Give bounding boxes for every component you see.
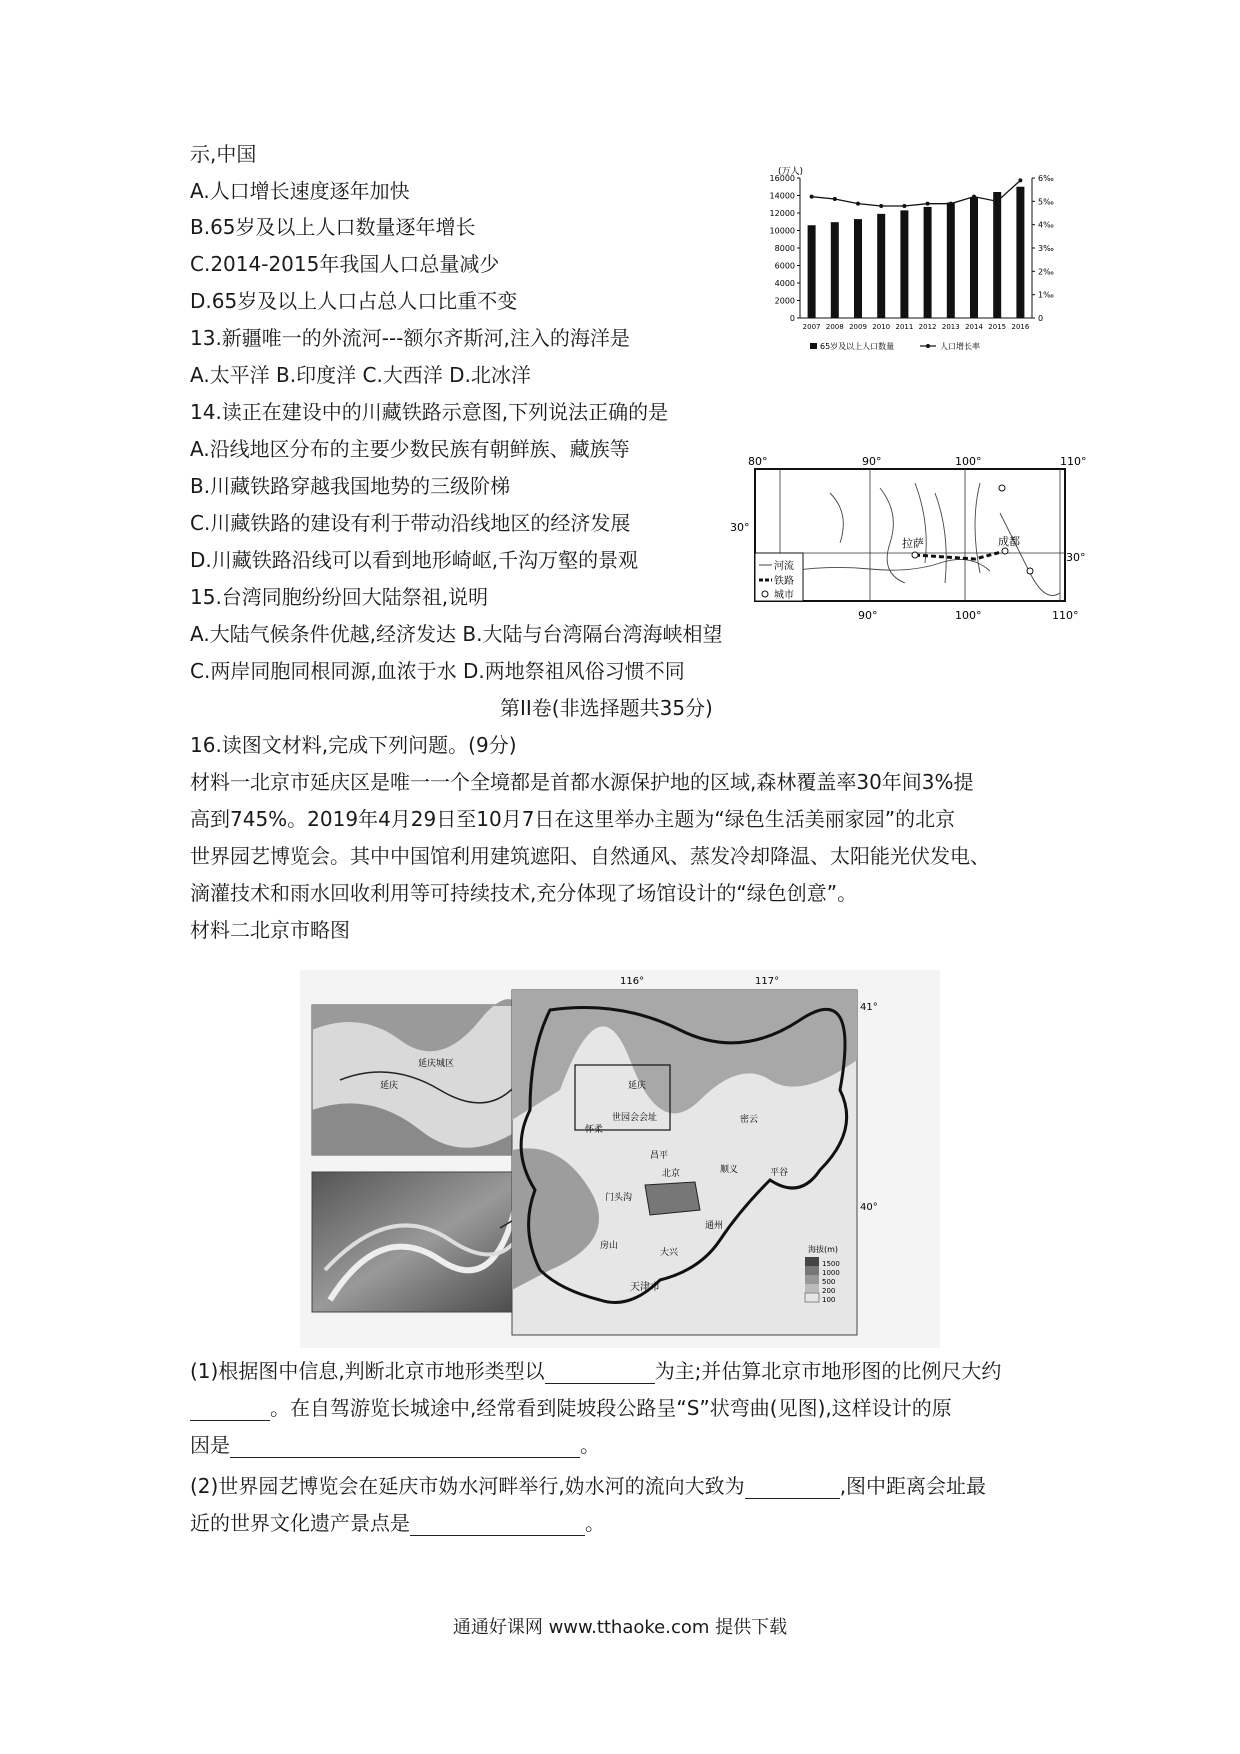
option-line: D.川藏铁路沿线可以看到地形崎岖,千沟万壑的景观 xyxy=(190,548,639,572)
y2-tick-label: 4‰ xyxy=(1038,220,1054,230)
place-label: 密云 xyxy=(740,1115,759,1125)
city-label-chengdu: 成都 xyxy=(998,535,1020,548)
lat-label: 30° xyxy=(1066,551,1086,564)
question-14: 14.读正在建设中的川藏铁路示意图,下列说法正确的是 xyxy=(190,400,669,424)
material-line: 世界园艺博览会。其中中国馆利用建筑遮阳、自然通风、蒸发冷却降温、太阳能光伏发电、 xyxy=(190,844,990,868)
y-tick-label: 8000 xyxy=(774,244,795,253)
lon-label: 100° xyxy=(955,609,982,622)
place-label: 世园会会址 xyxy=(612,1113,658,1123)
lon-label: 110° xyxy=(1060,455,1087,468)
answer-blank[interactable] xyxy=(545,1363,655,1384)
q1-text: (1)根据图中信息,判断北京市地形类型以 xyxy=(190,1359,545,1383)
answer-blank[interactable] xyxy=(230,1437,580,1458)
y-tick-label: 4000 xyxy=(774,279,795,288)
bar xyxy=(947,203,955,319)
elevation-level: 1000 xyxy=(822,1269,840,1277)
x-tick-label: 2011 xyxy=(895,323,914,331)
x-tick-label: 2013 xyxy=(941,323,960,331)
question-16: 16.读图文材料,完成下列问题。(9分) xyxy=(190,733,517,757)
x-tick-label: 2009 xyxy=(849,323,867,331)
material-line: 滴灌技术和雨水回收利用等可持续技术,充分体现了场馆设计的“绿色创意”。 xyxy=(190,881,858,905)
x-axis-ticks xyxy=(803,323,1030,331)
legend-river-label: 河流 xyxy=(774,561,794,572)
y-axis-unit: (万人) xyxy=(778,167,804,177)
q2-text: (2)世界园艺博览会在延庆市妫水河畔举行,妫水河的流向大致为 xyxy=(190,1474,745,1498)
q1-text: 。在自驾游览长城途中,经常看到陡坡段公路呈“S”状弯曲(见图),这样设计的原 xyxy=(270,1396,952,1420)
city-marker xyxy=(1027,568,1033,574)
place-label: 通州 xyxy=(705,1221,724,1231)
place-label: 天津市 xyxy=(630,1282,660,1293)
option-line: C.两岸同胞同根同源,血浓于水 D.两地祭祖风俗习惯不同 xyxy=(190,659,685,683)
bar xyxy=(877,214,885,318)
bar xyxy=(1016,187,1024,318)
line-point xyxy=(833,197,837,201)
elevation-level: 1500 xyxy=(822,1260,840,1268)
place-label: 大兴 xyxy=(660,1248,679,1258)
inset-map xyxy=(312,999,532,1155)
y2-tick-label: 1‰ xyxy=(1038,290,1054,300)
answer-blank[interactable] xyxy=(190,1400,270,1421)
legend-line-label: 人口增长率 xyxy=(940,342,980,351)
x-tick-label: 2015 xyxy=(988,323,1007,331)
answer-blank[interactable] xyxy=(745,1478,840,1499)
elevation-title: 海拔(m) xyxy=(808,1245,839,1254)
legend-bar-swatch xyxy=(810,343,817,349)
material-line: 材料二北京市略图 xyxy=(190,918,350,942)
growth-rate-line xyxy=(812,180,1021,206)
y-tick-label: 6000 xyxy=(774,261,795,271)
road-photo xyxy=(312,1172,534,1312)
x-tick-label: 2016 xyxy=(1011,323,1030,331)
city-marker xyxy=(999,485,1005,491)
material-line: 材料一北京市延庆区是唯一一个全境都是首都水源保护地的区域,森林覆盖率30年间3%提 xyxy=(190,770,974,794)
city-label-lhasa: 拉萨 xyxy=(902,537,924,550)
text-line: 示,中国 xyxy=(190,142,257,166)
y2-axis-ticks xyxy=(1032,174,1054,323)
y-axis-ticks xyxy=(770,174,800,323)
question-15: 15.台湾同胞纷纷回大陆祭祖,说明 xyxy=(190,585,489,609)
x-tick-label: 2014 xyxy=(965,323,983,331)
legend-city-swatch xyxy=(762,591,768,597)
x-tick-label: 2008 xyxy=(825,323,844,331)
y2-tick-label: 5‰ xyxy=(1038,197,1054,207)
beijing-figure xyxy=(300,970,940,1348)
option-line: C.2014-2015年我国人口总量减少 xyxy=(190,252,500,276)
q1-line-3 xyxy=(190,1432,600,1458)
line-point xyxy=(995,199,999,203)
lat-label: 41° xyxy=(860,1002,878,1013)
urban-area xyxy=(645,1182,700,1215)
growth-rate-points xyxy=(810,178,1023,208)
y2-tick-label: 6‰ xyxy=(1038,174,1054,183)
population-chart xyxy=(752,160,1072,360)
line-point xyxy=(972,195,976,199)
q2-text: ,图中距离会址最 xyxy=(839,1474,987,1498)
chart-legend xyxy=(810,341,980,351)
railway-map xyxy=(730,453,1090,628)
place-label: 门头沟 xyxy=(605,1193,633,1203)
line-point xyxy=(902,204,906,208)
q2-text: 近的世界文化遗产景点是 xyxy=(190,1511,410,1535)
bar xyxy=(900,210,908,318)
map-legend xyxy=(755,553,803,601)
bar xyxy=(970,197,978,318)
line-point xyxy=(856,202,860,206)
y-tick-label: 14000 xyxy=(769,191,795,201)
q2-text: 。 xyxy=(585,1511,605,1535)
place-label: 平谷 xyxy=(770,1168,789,1178)
option-line: A.人口增长速度逐年加快 xyxy=(190,179,410,203)
lat-label: 30° xyxy=(730,521,750,534)
inset-place-label: 延庆城区 xyxy=(418,1059,455,1069)
line-point xyxy=(949,202,953,206)
lat-label: 40° xyxy=(860,1202,878,1213)
option-line: A.大陆气候条件优越,经济发达 B.大陆与台湾隔台湾海峡相望 xyxy=(190,622,723,646)
bar xyxy=(854,219,862,318)
q2-line-1 xyxy=(190,1473,986,1499)
question-13: 13.新疆唯一的外流河---额尔齐斯河,注入的海洋是 xyxy=(190,326,630,350)
place-label: 昌平 xyxy=(650,1151,669,1161)
city-marker xyxy=(1002,548,1008,554)
lon-label: 117° xyxy=(755,976,780,987)
option-line: B.65岁及以上人口数量逐年增长 xyxy=(190,215,476,239)
line-point xyxy=(810,195,814,199)
y-tick-label: 2000 xyxy=(774,296,795,306)
y2-tick-label: 3‰ xyxy=(1038,244,1054,253)
y-tick-label: 16000 xyxy=(769,174,795,183)
q2-line-2 xyxy=(190,1510,605,1536)
y2-tick-label: 2‰ xyxy=(1038,267,1054,277)
q1-text: 。 xyxy=(580,1433,600,1457)
elevation-level: 200 xyxy=(822,1287,836,1295)
x-tick-label: 2010 xyxy=(872,323,891,331)
option-line: A.太平洋 B.印度洋 C.大西洋 D.北冰洋 xyxy=(190,363,531,387)
lon-label: 90° xyxy=(862,455,882,468)
lon-label: 110° xyxy=(1052,609,1079,622)
material-line: 高到745%。2019年4月29日至10月7日在这里举办主题为“绿色生活美丽家园”的北京 xyxy=(190,807,956,831)
y-tick-label: 0 xyxy=(789,314,795,323)
q1-line-2 xyxy=(190,1395,952,1421)
section-title: 第II卷(非选择题共35分) xyxy=(500,696,713,720)
x-tick-label: 2007 xyxy=(802,323,821,331)
option-line: C.川藏铁路的建设有利于带动沿线地区的经济发展 xyxy=(190,511,631,535)
option-line: A.沿线地区分布的主要少数民族有朝鲜族、藏族等 xyxy=(190,437,630,461)
bar xyxy=(993,192,1001,318)
city-marker xyxy=(912,552,918,558)
option-line: D.65岁及以上人口占总人口比重不变 xyxy=(190,289,518,313)
legend-rail-label: 铁路 xyxy=(774,576,794,587)
place-label: 怀柔 xyxy=(585,1125,604,1135)
bar xyxy=(808,225,816,318)
elevation-level: 100 xyxy=(822,1296,836,1304)
q1-line-1 xyxy=(190,1358,1001,1384)
answer-blank[interactable] xyxy=(410,1515,585,1536)
place-label: 北京 xyxy=(662,1169,681,1179)
line-point xyxy=(879,204,883,208)
bar xyxy=(831,222,839,318)
legend-line-marker xyxy=(926,344,930,348)
y-tick-label: 10000 xyxy=(769,226,795,236)
bar xyxy=(924,207,932,318)
inset-place-label: 延庆 xyxy=(380,1081,399,1091)
lon-label: 80° xyxy=(748,455,768,468)
bar-series xyxy=(808,187,1025,318)
lon-label: 116° xyxy=(620,976,645,987)
place-label: 延庆 xyxy=(628,1081,647,1091)
place-label: 顺义 xyxy=(720,1165,739,1175)
legend-city-label: 城市 xyxy=(774,590,794,601)
option-line: B.川藏铁路穿越我国地势的三级阶梯 xyxy=(190,474,511,498)
line-point xyxy=(1018,178,1022,182)
elevation-level: 500 xyxy=(822,1278,836,1286)
legend-bar-label: 65岁及以上人口数量 xyxy=(820,342,895,351)
x-tick-label: 2012 xyxy=(918,323,937,331)
place-label: 房山 xyxy=(600,1241,619,1251)
lon-label: 100° xyxy=(955,455,982,468)
y2-tick-label: 0 xyxy=(1038,314,1044,323)
y-tick-label: 12000 xyxy=(769,209,795,218)
q1-text: 因是 xyxy=(190,1433,230,1457)
line-point xyxy=(926,202,930,206)
q1-text: 为主;并估算北京市地形图的比例尺大约 xyxy=(654,1359,1002,1383)
lon-label: 90° xyxy=(858,609,878,622)
page-footer: 通通好课网 www.tthaoke.com 提供下载 xyxy=(452,1617,788,1638)
